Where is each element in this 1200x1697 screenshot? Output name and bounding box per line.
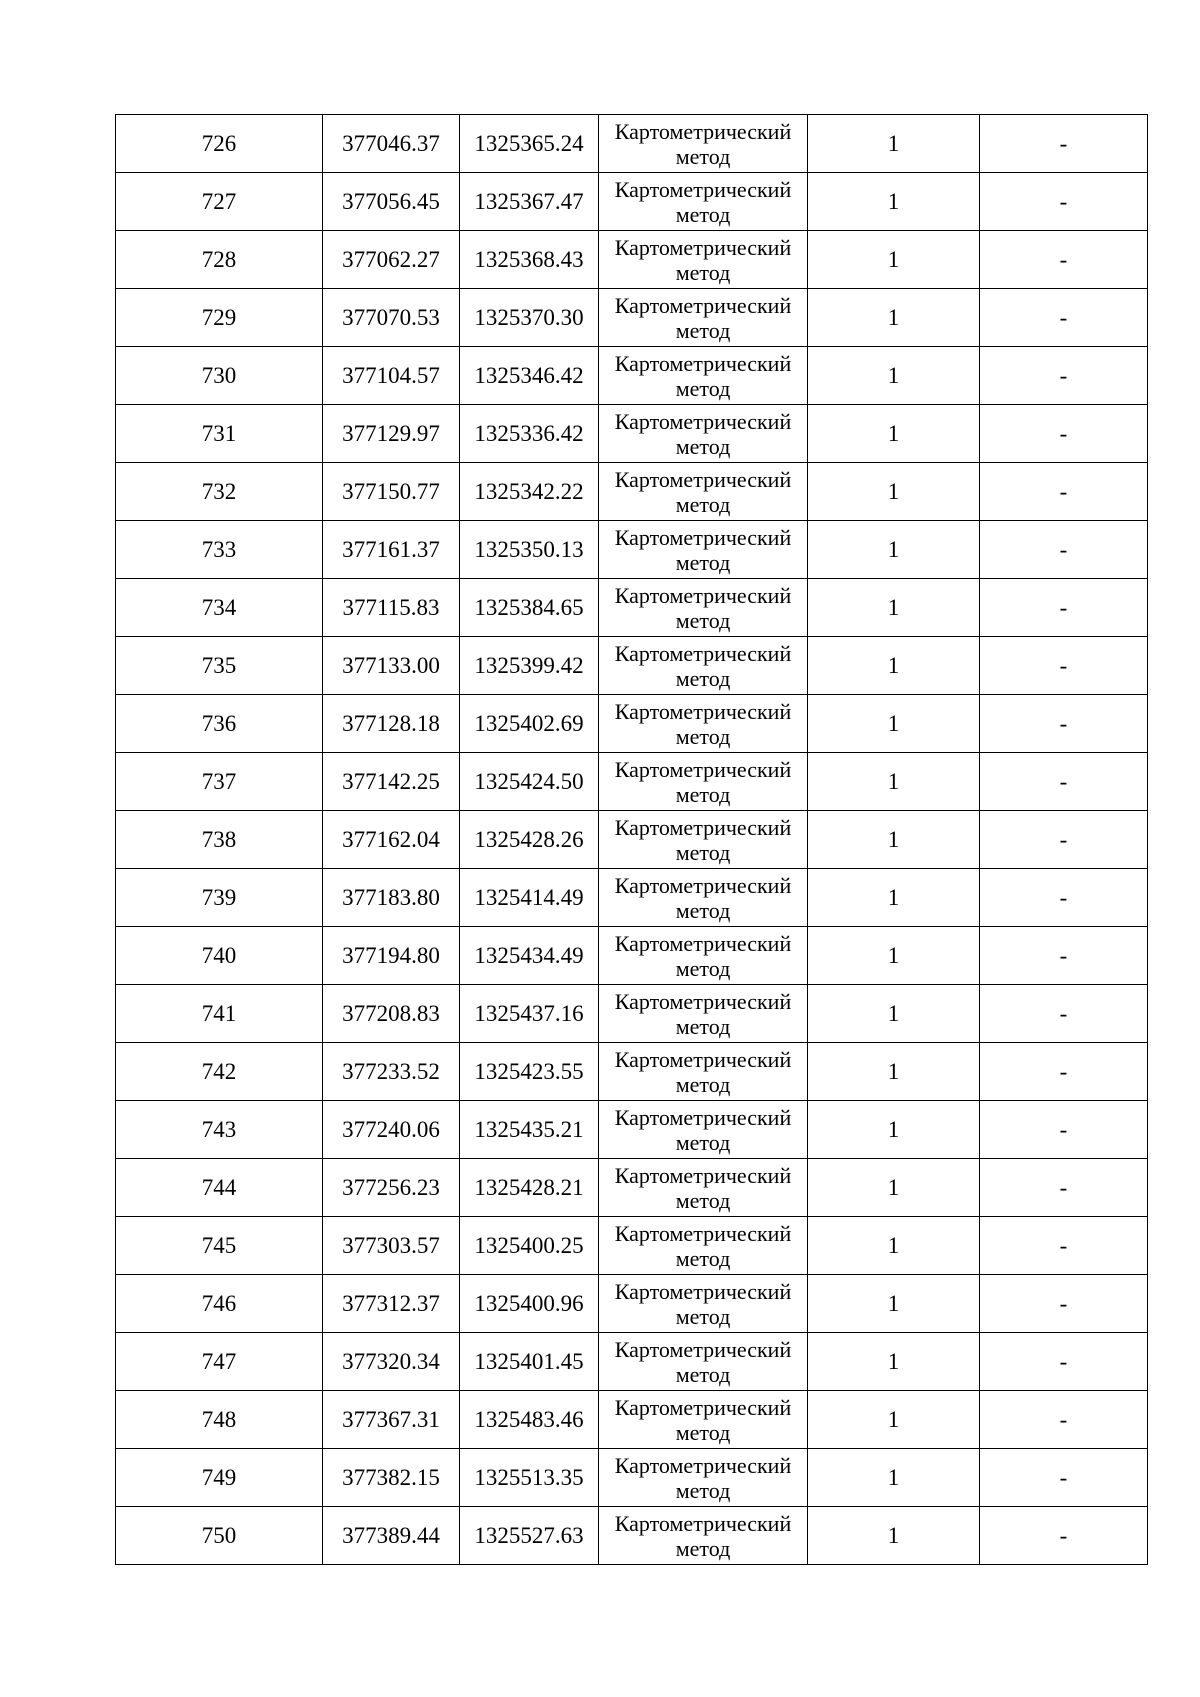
point-number-cell: 730 <box>116 347 323 405</box>
table-row <box>116 1159 1148 1217</box>
method-cell <box>599 1043 808 1101</box>
method-line-1: Картометрический <box>614 814 792 840</box>
x-coordinate-cell: 377046.37 <box>323 115 460 173</box>
method-cell <box>599 463 808 521</box>
x-coordinate-cell: 377312.37 <box>323 1275 460 1333</box>
table-row <box>116 869 1148 927</box>
y-coordinate-cell: 1325400.96 <box>460 1275 599 1333</box>
point-number-cell: 747 <box>116 1333 323 1391</box>
x-coordinate-cell: 377194.80 <box>323 927 460 985</box>
method-line-1: Картометрический <box>614 698 792 724</box>
y-coordinate-cell: 1325513.35 <box>460 1449 599 1507</box>
note-cell: - <box>980 289 1148 347</box>
note-cell: - <box>980 1391 1148 1449</box>
point-number-cell: 742 <box>116 1043 323 1101</box>
note-cell: - <box>980 1507 1148 1565</box>
method-cell <box>599 1449 808 1507</box>
note-cell: - <box>980 347 1148 405</box>
note-cell: - <box>980 1101 1148 1159</box>
method-line-1: Картометрический <box>614 582 792 608</box>
method-cell <box>599 231 808 289</box>
accuracy-cell: 1 <box>808 695 980 753</box>
x-coordinate-cell: 377115.83 <box>323 579 460 637</box>
point-number-cell: 749 <box>116 1449 323 1507</box>
note-cell: - <box>980 1333 1148 1391</box>
method-line-2: метод <box>675 1303 731 1329</box>
point-number-cell: 726 <box>116 115 323 173</box>
method-line-2: метод <box>675 317 731 343</box>
method-cell <box>599 869 808 927</box>
method-line-1: Картометрический <box>614 872 792 898</box>
accuracy-cell: 1 <box>808 869 980 927</box>
point-number-cell: 744 <box>116 1159 323 1217</box>
x-coordinate-cell: 377070.53 <box>323 289 460 347</box>
method-line-2: метод <box>675 201 731 227</box>
y-coordinate-cell: 1325428.21 <box>460 1159 599 1217</box>
method-line-2: метод <box>675 1187 731 1213</box>
method-line-1: Картометрический <box>614 1336 792 1362</box>
x-coordinate-cell: 377104.57 <box>323 347 460 405</box>
method-line-2: метод <box>675 143 731 169</box>
accuracy-cell: 1 <box>808 289 980 347</box>
method-line-1: Картометрический <box>614 350 792 376</box>
y-coordinate-cell: 1325435.21 <box>460 1101 599 1159</box>
accuracy-cell: 1 <box>808 637 980 695</box>
note-cell: - <box>980 231 1148 289</box>
table-row <box>116 1275 1148 1333</box>
table-row <box>116 1043 1148 1101</box>
y-coordinate-cell: 1325402.69 <box>460 695 599 753</box>
method-cell <box>599 753 808 811</box>
method-cell <box>599 289 808 347</box>
table-row <box>116 753 1148 811</box>
point-number-cell: 743 <box>116 1101 323 1159</box>
point-number-cell: 732 <box>116 463 323 521</box>
x-coordinate-cell: 377320.34 <box>323 1333 460 1391</box>
method-cell <box>599 985 808 1043</box>
note-cell: - <box>980 753 1148 811</box>
x-coordinate-cell: 377367.31 <box>323 1391 460 1449</box>
x-coordinate-cell: 377382.15 <box>323 1449 460 1507</box>
y-coordinate-cell: 1325336.42 <box>460 405 599 463</box>
method-line-2: метод <box>675 839 731 865</box>
y-coordinate-cell: 1325400.25 <box>460 1217 599 1275</box>
method-line-2: метод <box>675 1013 731 1039</box>
note-cell: - <box>980 985 1148 1043</box>
accuracy-cell: 1 <box>808 1101 980 1159</box>
method-line-1: Картометрический <box>614 1104 792 1130</box>
accuracy-cell: 1 <box>808 1507 980 1565</box>
point-number-cell: 728 <box>116 231 323 289</box>
note-cell: - <box>980 173 1148 231</box>
y-coordinate-cell: 1325434.49 <box>460 927 599 985</box>
table-row <box>116 1449 1148 1507</box>
accuracy-cell: 1 <box>808 1043 980 1101</box>
note-cell: - <box>980 579 1148 637</box>
method-cell <box>599 1507 808 1565</box>
note-cell: - <box>980 637 1148 695</box>
method-cell <box>599 347 808 405</box>
method-line-2: метод <box>675 375 731 401</box>
y-coordinate-cell: 1325483.46 <box>460 1391 599 1449</box>
note-cell: - <box>980 1275 1148 1333</box>
table-row <box>116 405 1148 463</box>
point-number-cell: 737 <box>116 753 323 811</box>
y-coordinate-cell: 1325424.50 <box>460 753 599 811</box>
accuracy-cell: 1 <box>808 347 980 405</box>
y-coordinate-cell: 1325414.49 <box>460 869 599 927</box>
method-line-1: Картометрический <box>614 930 792 956</box>
method-cell <box>599 521 808 579</box>
method-line-2: метод <box>675 723 731 749</box>
table-row <box>116 985 1148 1043</box>
method-cell <box>599 1333 808 1391</box>
method-line-1: Картометрический <box>614 118 792 144</box>
point-number-cell: 748 <box>116 1391 323 1449</box>
x-coordinate-cell: 377133.00 <box>323 637 460 695</box>
method-cell <box>599 579 808 637</box>
method-line-1: Картометрический <box>614 408 792 434</box>
method-line-2: метод <box>675 549 731 575</box>
note-cell: - <box>980 521 1148 579</box>
point-number-cell: 729 <box>116 289 323 347</box>
accuracy-cell: 1 <box>808 1391 980 1449</box>
method-line-2: метод <box>675 1419 731 1445</box>
x-coordinate-cell: 377233.52 <box>323 1043 460 1101</box>
coordinates-table-body <box>116 115 1148 1565</box>
method-line-2: метод <box>675 433 731 459</box>
method-line-2: метод <box>675 1245 731 1271</box>
method-cell <box>599 1101 808 1159</box>
table-row <box>116 1391 1148 1449</box>
method-line-2: метод <box>675 1535 731 1561</box>
method-line-2: метод <box>675 607 731 633</box>
y-coordinate-cell: 1325342.22 <box>460 463 599 521</box>
method-line-1: Картометрический <box>614 176 792 202</box>
x-coordinate-cell: 377142.25 <box>323 753 460 811</box>
point-number-cell: 734 <box>116 579 323 637</box>
table-row <box>116 347 1148 405</box>
note-cell: - <box>980 115 1148 173</box>
method-line-2: метод <box>675 1477 731 1503</box>
y-coordinate-cell: 1325437.16 <box>460 985 599 1043</box>
method-cell <box>599 927 808 985</box>
method-cell <box>599 405 808 463</box>
note-cell: - <box>980 1449 1148 1507</box>
accuracy-cell: 1 <box>808 405 980 463</box>
y-coordinate-cell: 1325428.26 <box>460 811 599 869</box>
point-number-cell: 741 <box>116 985 323 1043</box>
note-cell: - <box>980 1217 1148 1275</box>
table-row <box>116 521 1148 579</box>
y-coordinate-cell: 1325384.65 <box>460 579 599 637</box>
y-coordinate-cell: 1325350.13 <box>460 521 599 579</box>
table-row <box>116 637 1148 695</box>
accuracy-cell: 1 <box>808 173 980 231</box>
method-line-2: метод <box>675 259 731 285</box>
method-line-2: метод <box>675 1071 731 1097</box>
point-number-cell: 750 <box>116 1507 323 1565</box>
note-cell: - <box>980 869 1148 927</box>
coordinates-table <box>115 114 1148 1565</box>
method-cell <box>599 695 808 753</box>
accuracy-cell: 1 <box>808 115 980 173</box>
method-line-2: метод <box>675 1361 731 1387</box>
method-line-2: метод <box>675 955 731 981</box>
table-row <box>116 173 1148 231</box>
point-number-cell: 739 <box>116 869 323 927</box>
y-coordinate-cell: 1325367.47 <box>460 173 599 231</box>
method-cell <box>599 637 808 695</box>
method-cell <box>599 1159 808 1217</box>
accuracy-cell: 1 <box>808 1449 980 1507</box>
method-line-1: Картометрический <box>614 640 792 666</box>
point-number-cell: 740 <box>116 927 323 985</box>
method-line-1: Картометрический <box>614 756 792 782</box>
table-row <box>116 1507 1148 1565</box>
method-line-2: метод <box>675 665 731 691</box>
note-cell: - <box>980 1043 1148 1101</box>
method-line-1: Картометрический <box>614 1510 792 1536</box>
table-row <box>116 579 1148 637</box>
point-number-cell: 745 <box>116 1217 323 1275</box>
y-coordinate-cell: 1325365.24 <box>460 115 599 173</box>
method-line-1: Картометрический <box>614 466 792 492</box>
accuracy-cell: 1 <box>808 231 980 289</box>
table-row <box>116 811 1148 869</box>
accuracy-cell: 1 <box>808 463 980 521</box>
method-line-1: Картометрический <box>614 524 792 550</box>
note-cell: - <box>980 1159 1148 1217</box>
x-coordinate-cell: 377162.04 <box>323 811 460 869</box>
accuracy-cell: 1 <box>808 811 980 869</box>
accuracy-cell: 1 <box>808 579 980 637</box>
accuracy-cell: 1 <box>808 521 980 579</box>
table-row <box>116 927 1148 985</box>
accuracy-cell: 1 <box>808 753 980 811</box>
x-coordinate-cell: 377240.06 <box>323 1101 460 1159</box>
table-row <box>116 289 1148 347</box>
method-cell <box>599 1217 808 1275</box>
table-row <box>116 1101 1148 1159</box>
accuracy-cell: 1 <box>808 927 980 985</box>
note-cell: - <box>980 811 1148 869</box>
note-cell: - <box>980 405 1148 463</box>
method-line-1: Картометрический <box>614 988 792 1014</box>
point-number-cell: 738 <box>116 811 323 869</box>
y-coordinate-cell: 1325346.42 <box>460 347 599 405</box>
method-line-1: Картометрический <box>614 1046 792 1072</box>
table-row <box>116 115 1148 173</box>
point-number-cell: 746 <box>116 1275 323 1333</box>
y-coordinate-cell: 1325527.63 <box>460 1507 599 1565</box>
method-cell <box>599 811 808 869</box>
note-cell: - <box>980 463 1148 521</box>
x-coordinate-cell: 377183.80 <box>323 869 460 927</box>
point-number-cell: 736 <box>116 695 323 753</box>
point-number-cell: 727 <box>116 173 323 231</box>
method-line-2: метод <box>675 897 731 923</box>
x-coordinate-cell: 377129.97 <box>323 405 460 463</box>
y-coordinate-cell: 1325423.55 <box>460 1043 599 1101</box>
x-coordinate-cell: 377056.45 <box>323 173 460 231</box>
x-coordinate-cell: 377062.27 <box>323 231 460 289</box>
method-cell <box>599 173 808 231</box>
method-line-2: метод <box>675 491 731 517</box>
accuracy-cell: 1 <box>808 1333 980 1391</box>
accuracy-cell: 1 <box>808 1275 980 1333</box>
accuracy-cell: 1 <box>808 1217 980 1275</box>
method-cell <box>599 115 808 173</box>
method-line-1: Картометрический <box>614 1220 792 1246</box>
x-coordinate-cell: 377303.57 <box>323 1217 460 1275</box>
method-cell <box>599 1275 808 1333</box>
method-line-1: Картометрический <box>614 234 792 260</box>
x-coordinate-cell: 377208.83 <box>323 985 460 1043</box>
note-cell: - <box>980 695 1148 753</box>
point-number-cell: 733 <box>116 521 323 579</box>
table-row <box>116 1333 1148 1391</box>
method-line-1: Картометрический <box>614 1452 792 1478</box>
method-line-1: Картометрический <box>614 292 792 318</box>
table-row <box>116 463 1148 521</box>
table-row <box>116 695 1148 753</box>
accuracy-cell: 1 <box>808 985 980 1043</box>
x-coordinate-cell: 377128.18 <box>323 695 460 753</box>
x-coordinate-cell: 377389.44 <box>323 1507 460 1565</box>
y-coordinate-cell: 1325370.30 <box>460 289 599 347</box>
x-coordinate-cell: 377150.77 <box>323 463 460 521</box>
table-row <box>116 231 1148 289</box>
method-line-2: метод <box>675 1129 731 1155</box>
y-coordinate-cell: 1325368.43 <box>460 231 599 289</box>
table-row <box>116 1217 1148 1275</box>
method-line-2: метод <box>675 781 731 807</box>
method-line-1: Картометрический <box>614 1394 792 1420</box>
x-coordinate-cell: 377161.37 <box>323 521 460 579</box>
method-line-1: Картометрический <box>614 1278 792 1304</box>
accuracy-cell: 1 <box>808 1159 980 1217</box>
method-line-1: Картометрический <box>614 1162 792 1188</box>
y-coordinate-cell: 1325401.45 <box>460 1333 599 1391</box>
point-number-cell: 731 <box>116 405 323 463</box>
y-coordinate-cell: 1325399.42 <box>460 637 599 695</box>
note-cell: - <box>980 927 1148 985</box>
point-number-cell: 735 <box>116 637 323 695</box>
method-cell <box>599 1391 808 1449</box>
x-coordinate-cell: 377256.23 <box>323 1159 460 1217</box>
